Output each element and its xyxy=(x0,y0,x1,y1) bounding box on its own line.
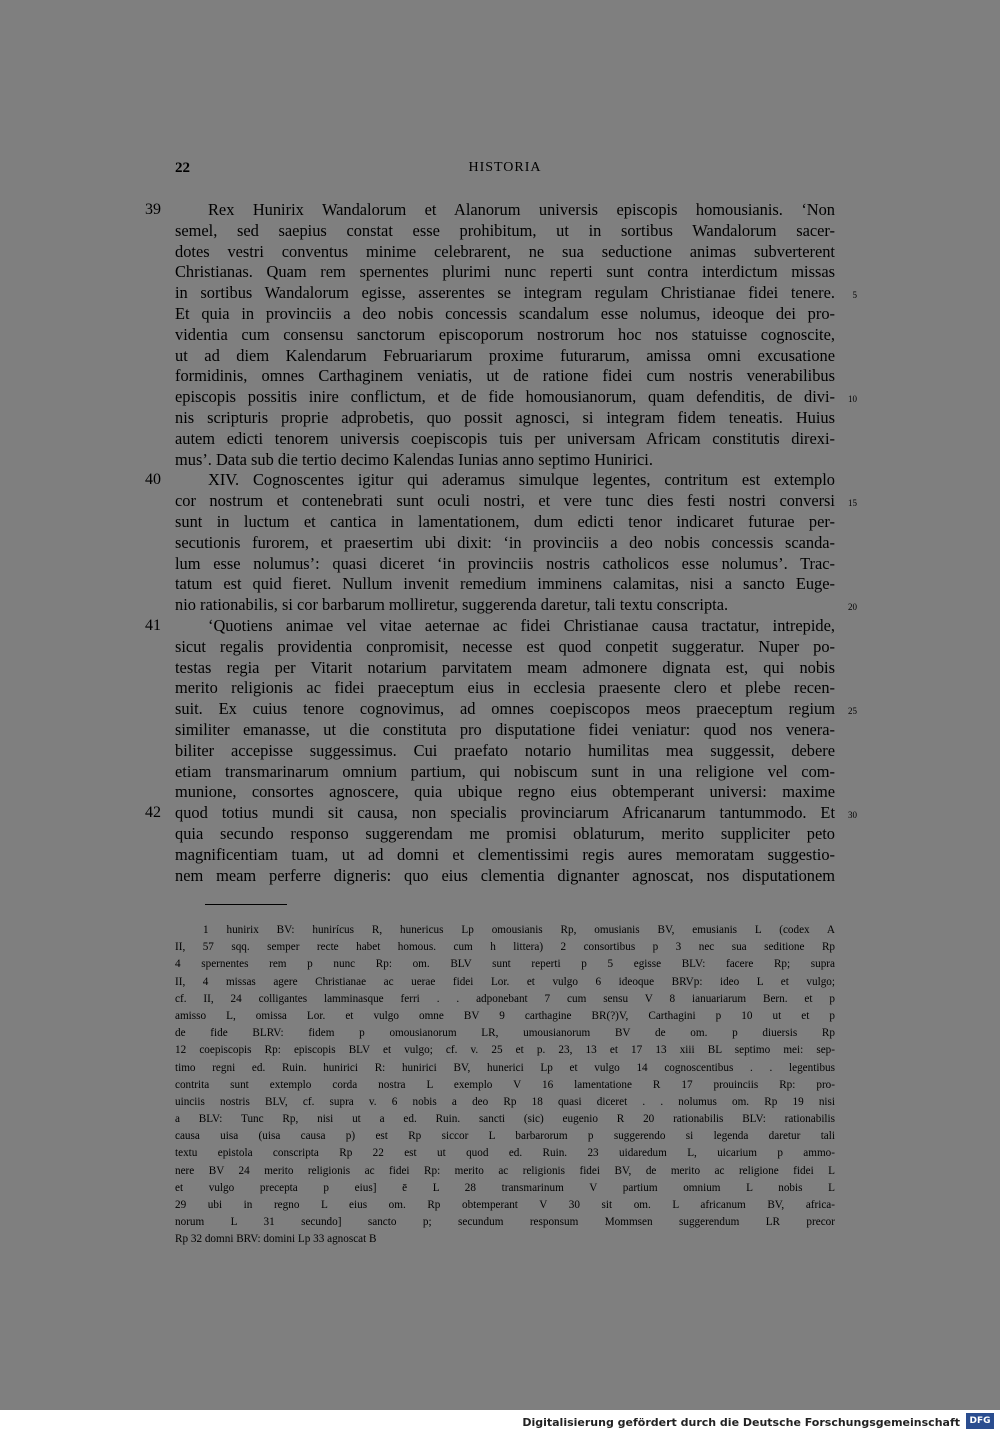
text-line xyxy=(175,845,835,866)
text-line xyxy=(175,242,835,263)
apparatus-line: uinciis nostris BLV, cf. supra v. 6 nobis a deo Rp 18 quasi diceret . . nolumus om. Rp 19 nisi xyxy=(175,1095,835,1108)
line-text: lum esse nolumus’: quasi diceret ‘in provinciis nostris catholicos esse nolumus’. Trac- xyxy=(175,553,835,573)
text-line xyxy=(175,387,857,408)
running-title: HISTORIA xyxy=(468,160,542,175)
apparatus-line: de fide BLRV: fidem p omousianorum LR, umousianorum BV de om. p diuersis Rp xyxy=(175,1027,835,1040)
line-text: in sortibus Wandalorum egisse, asserentes se integram regulam Christianae fidei tenere. xyxy=(175,283,835,303)
text-line xyxy=(175,366,835,387)
line-text: similiter emanasse, ut die constituta pro disputatione fidei veniatur: quod nos venera- xyxy=(175,719,835,739)
text-line xyxy=(175,678,835,699)
critical-apparatus xyxy=(175,922,835,1249)
line-text: biliter accepisse suggessimus. Cui praefato notario humilitas mea suggessit, debere xyxy=(175,740,835,760)
apparatus-line: causa uisa (uisa causa p) est Rp siccor L barbarorum p suggerendo si legenda daretur tali xyxy=(175,1130,835,1143)
text-line xyxy=(175,450,835,471)
apparatus-line: textu epistola conscripta Rp 22 est ut quod ed. Ruin. 23 uidaredum L, uicarium p ammo- xyxy=(175,1147,835,1160)
line-text: tatum est quid fieret. Nullum invenit remedium imminens calamitas, nisi a sancto Euge- xyxy=(175,574,835,594)
line-text: Rex Hunirix Wandalorum et Alanorum universis episcopis homousianis. ‘Non xyxy=(208,200,835,219)
line-number: 5 xyxy=(852,290,857,301)
line-text: quia secundo responso suggerendam me promisi oblaturum, merito suppliciter peto xyxy=(175,823,835,843)
text-line xyxy=(175,699,857,720)
apparatus-line: amisso L, omissa Lor. et vulgo omne BV 9 carthagine BR(?)V, Carthagini p 10 ut et p xyxy=(175,1009,835,1022)
line-text: secutionis furorem, et praesertim ubi dixit: ‘in provinciis a deo nobis concessis scanda- xyxy=(175,532,835,552)
apparatus-line: 1 hunirix BV: hunirícus R, hunericus Lp omousianis Rp, omusianis BV, emusianis L (codex A xyxy=(203,924,835,936)
main-text xyxy=(145,200,857,886)
line-number: 15 xyxy=(848,498,857,509)
text-line xyxy=(145,200,835,221)
apparatus-line: 4 spernentes rem p nunc Rp: om. BLV sunt reperti p 5 egisse BLV: facere Rp; supra xyxy=(175,958,835,971)
line-text: autem edicti tenorem universis coepiscopis tuis per universam Africam constitutis direxi- xyxy=(175,428,835,448)
text-line xyxy=(175,554,835,575)
apparatus-line: et vulgo precepta p eius] ē L 28 transmarinum V partium omnium L nobis L xyxy=(175,1181,835,1194)
text-line xyxy=(175,221,835,242)
section-number: 40 xyxy=(145,471,161,489)
line-text: semel, sed saepius constat esse prohibitum, ut in sortibus Wandalorum sacer- xyxy=(175,220,835,240)
line-text: nis scripturis proprie adprobetis, quo possit agnosci, si integram fidem teneatis. Huius xyxy=(175,407,835,427)
page-header xyxy=(175,160,835,182)
apparatus-line: cf. II, 24 colligantes lamminasque ferri . . adponebant 7 cum sensu V 8 ianuariarum Bern. et p xyxy=(175,992,835,1005)
dfg-logo-icon: DFG xyxy=(966,1413,994,1429)
text-line xyxy=(175,824,835,845)
line-number: 10 xyxy=(848,394,857,405)
footnote-rule xyxy=(205,904,287,905)
line-text: sicut regalis providentia conpromisit, necesse est quod conpetit suggeratur. Nuper po- xyxy=(175,636,835,656)
text-line xyxy=(175,429,835,450)
text-line xyxy=(175,741,835,762)
text-line xyxy=(175,512,835,533)
text-line xyxy=(175,866,835,887)
apparatus-line: a BLV: Tunc Rp, nisi ut a ed. Ruin. sancti (sic) eugenio R 20 rationabilis BLV: rationabilis xyxy=(175,1113,835,1126)
line-text: testas regia per Vitarit notarium parvitatem meam admonere dignata est, qui nobis xyxy=(175,657,835,677)
line-text: sunt in luctum et cantica in lamentationem, dum edicti tenor indicaret futurae per- xyxy=(175,511,835,531)
line-number: 20 xyxy=(848,602,857,613)
apparatus-line: contrita sunt extemplo corda nostra L exemplo V 16 lamentatione R 17 prouinciis Rp: pro- xyxy=(175,1078,835,1091)
line-text: ut ad diem Kalendarum Februariarum proxime futurarum, amissa omni excusatione xyxy=(175,345,835,365)
text-line xyxy=(175,637,835,658)
line-text: ‘Quotiens animae vel vitae aeternae ac fidei Christianae causa tractatur, intrepide, xyxy=(208,615,835,635)
text-line xyxy=(145,803,857,824)
line-number: 30 xyxy=(848,810,857,821)
line-text: XIV. Cognoscentes igitur qui aderamus simulque legentes, contritum est extemplo xyxy=(208,470,835,490)
apparatus-line: Rp 32 domni BRV: domini Lp 33 agnoscat B xyxy=(175,1233,377,1246)
text-line xyxy=(175,658,835,679)
apparatus-line: timo regni ed. Ruin. hunirici R: hunirici BV, hunerici Lp et vulgo 14 cognoscentibus . . legentibus xyxy=(175,1061,835,1074)
line-number: 25 xyxy=(848,706,857,717)
section-number: 42 xyxy=(145,804,161,822)
apparatus-line: nere BV 24 merito religionis ac fidei Rp: merito ac religionis fidei BV, de merito ac religione fidei L xyxy=(175,1164,835,1177)
section-number: 39 xyxy=(145,201,161,218)
line-text: nio rationabilis, si cor barbarum molliretur, suggerenda daretur, tali textu conscripta. xyxy=(175,595,729,615)
line-text: dotes vestri conventus minime celebrarent, ne sua seductione animas subverterent xyxy=(175,241,835,261)
text-line xyxy=(175,720,835,741)
line-text: cor nostrum et contenebrati sunt oculi nostri, et vere tunc dies festi nostri conversi xyxy=(175,491,835,511)
line-text: suit. Ex cuius tenore cognovimus, ad omnes coepiscopos meos praeceptum regium xyxy=(175,699,835,719)
text-line xyxy=(175,325,835,346)
apparatus-line: II, 57 sqq. semper recte habet homous. cum h littera) 2 consortibus p 3 nec sua seditione Rp xyxy=(175,941,835,954)
line-text: etiam transmarinarum omnium partium, qui nobiscum sunt in una religione vel com- xyxy=(175,761,835,781)
text-line xyxy=(145,470,835,491)
text-line xyxy=(175,408,835,429)
line-text: merito religionis ac fidei praeceptum eius in ecclesia praesente clero et plebe recen- xyxy=(175,678,835,698)
line-text: videntia cum consensu sanctorum episcoporum nostrorum hoc nos statuisse cognoscite, xyxy=(175,324,835,344)
line-text: Et quia in provinciis a deo nobis concessis scandalum esse nolumus, ideoque dei pro- xyxy=(175,303,835,323)
text-line xyxy=(175,574,835,595)
apparatus-line: 29 ubi in regno L eius om. Rp obtemperant V 30 sit om. L africanum BV, africa- xyxy=(175,1199,835,1211)
line-text: formidinis, omnes Carthaginem veniatis, ut de ratione fidei cum nostris venerabilibus xyxy=(175,366,835,386)
text-line xyxy=(145,615,835,637)
text-line xyxy=(175,491,857,512)
line-text: episcopis possitis inire conflictum, et de fide homousianorum, quam defenditis, de divi- xyxy=(175,387,835,407)
line-text: magnificentiam tuam, ut ad domni et clementissimi regis aures memoratam suggestio- xyxy=(175,844,835,864)
line-text: Christianas. Quam rem spernentes plurimi nunc reperti sunt contra interdictum missas xyxy=(175,262,835,282)
text-line xyxy=(175,595,857,616)
text-line xyxy=(175,283,857,304)
text-line xyxy=(175,304,835,325)
funding-credit: Digitalisierung gefördert durch die Deutsche Forschungsgemeinschaft xyxy=(522,1416,960,1429)
text-line xyxy=(175,762,835,783)
line-text: munione, consortes agnoscere, quia ubique regno eius obtemperant universi: maxime xyxy=(175,782,835,802)
apparatus-line: norum L 31 secundo] sancto p; secundum responsum Mommsen suggerendum LR precor xyxy=(175,1216,835,1229)
section-number: 41 xyxy=(145,616,161,634)
text-line xyxy=(175,262,835,283)
page-number: 22 xyxy=(175,160,190,176)
line-text: mus’. Data sub die tertio decimo Kalendas Iunias anno septimo Hunirici. xyxy=(175,449,653,469)
apparatus-line: 12 coepiscopis Rp: episcopis BLV et vulgo; cf. v. 25 et p. 23, 13 et 17 13 xiii BL septimo mei: sep- xyxy=(175,1044,835,1057)
text-line xyxy=(175,346,835,367)
text-line xyxy=(175,782,835,803)
text-line xyxy=(175,533,835,554)
line-text: quod totius mundi sit causa, non specialis provinciarum Africanarum tantummodo. Et xyxy=(175,803,835,823)
apparatus-line: II, 4 missas agere Christianae ac uerae fidei Lor. et vulgo 6 ideoque BRVp: ideo L et vulgo; xyxy=(175,975,835,988)
line-text: nem meam perferre digneris: quo eius clementia dignanter agnoscat, nos disputationem xyxy=(175,865,835,885)
